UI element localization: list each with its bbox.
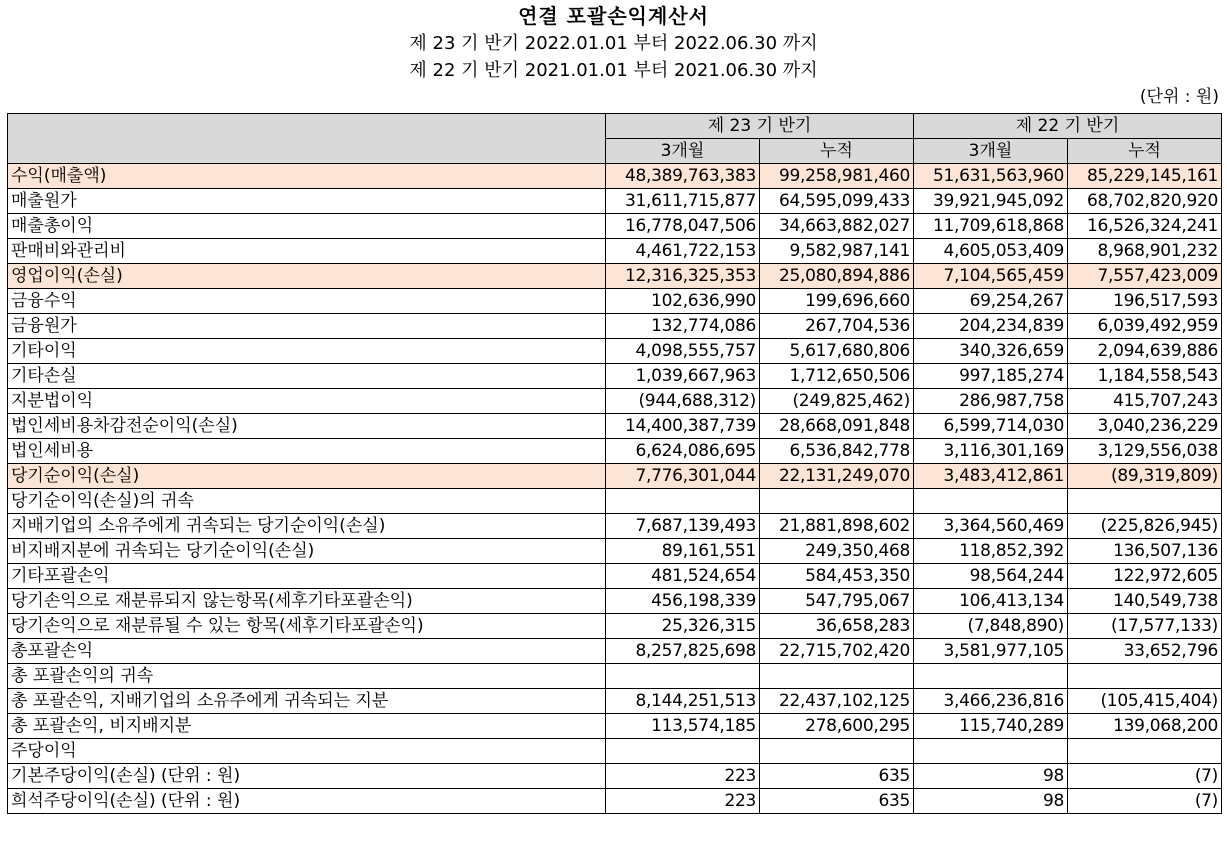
value-current-3m: 4,098,555,757 xyxy=(606,339,760,364)
value-prior-3m: 98 xyxy=(914,789,1068,814)
account-label: 기본주당이익(손실) (단위 : 원) xyxy=(8,764,606,789)
value-current-cumulative: 34,663,882,027 xyxy=(760,214,914,239)
account-label: 수익(매출액) xyxy=(8,164,606,189)
value-prior-cumulative: (89,319,809) xyxy=(1068,464,1222,489)
value-prior-3m: 3,466,236,816 xyxy=(914,689,1068,714)
value-current-3m: (944,688,312) xyxy=(606,389,760,414)
value-current-cumulative: (249,825,462) xyxy=(760,389,914,414)
value-prior-3m: 3,116,301,169 xyxy=(914,439,1068,464)
value-prior-3m: 39,921,945,092 xyxy=(914,189,1068,214)
value-current-3m: 4,461,722,153 xyxy=(606,239,760,264)
header-row-groups xyxy=(8,114,1222,139)
statement-title: 연결 포괄손익계산서 xyxy=(518,4,709,28)
value-current-cumulative xyxy=(760,664,914,689)
value-prior-cumulative: (17,577,133) xyxy=(1068,614,1222,639)
header-current-3m: 3개월 xyxy=(606,139,760,164)
value-current-cumulative: 64,595,099,433 xyxy=(760,189,914,214)
value-current-3m: 223 xyxy=(606,789,760,814)
value-prior-cumulative: 85,229,145,161 xyxy=(1068,164,1222,189)
value-current-cumulative: 99,258,981,460 xyxy=(760,164,914,189)
table-row xyxy=(8,364,1222,389)
value-prior-3m: 6,599,714,030 xyxy=(914,414,1068,439)
value-prior-3m: 69,254,267 xyxy=(914,289,1068,314)
account-label: 법인세비용 xyxy=(8,439,606,464)
account-label: 기타포괄손익 xyxy=(8,564,606,589)
table-row xyxy=(8,614,1222,639)
value-current-cumulative: 9,582,987,141 xyxy=(760,239,914,264)
value-prior-cumulative: 415,707,243 xyxy=(1068,389,1222,414)
value-current-cumulative: 36,658,283 xyxy=(760,614,914,639)
value-prior-cumulative: 2,094,639,886 xyxy=(1068,339,1222,364)
table-row xyxy=(8,739,1222,764)
value-prior-3m: 51,631,563,960 xyxy=(914,164,1068,189)
value-prior-3m: 106,413,134 xyxy=(914,589,1068,614)
account-label: 총포괄손익 xyxy=(8,639,606,664)
value-prior-cumulative xyxy=(1068,739,1222,764)
value-prior-cumulative: (7) xyxy=(1068,789,1222,814)
table-row xyxy=(8,764,1222,789)
value-prior-cumulative: (225,826,945) xyxy=(1068,514,1222,539)
value-current-3m: 456,198,339 xyxy=(606,589,760,614)
account-label: 주당이익 xyxy=(8,739,606,764)
income-statement-table xyxy=(7,113,1222,814)
value-current-3m: 14,400,387,739 xyxy=(606,414,760,439)
table-row xyxy=(8,789,1222,814)
unit-label: (단위 : 원) xyxy=(1139,87,1219,107)
value-prior-cumulative xyxy=(1068,489,1222,514)
account-label: 지배기업의 소유주에게 귀속되는 당기순이익(손실) xyxy=(8,514,606,539)
table-row xyxy=(8,664,1222,689)
account-label: 총 포괄손익, 지배기업의 소유주에게 귀속되는 지분 xyxy=(8,689,606,714)
value-current-3m xyxy=(606,739,760,764)
value-prior-cumulative: (7) xyxy=(1068,764,1222,789)
value-prior-3m: 340,326,659 xyxy=(914,339,1068,364)
value-prior-cumulative: 3,129,556,038 xyxy=(1068,439,1222,464)
value-prior-cumulative: 33,652,796 xyxy=(1068,639,1222,664)
value-current-3m: 132,774,086 xyxy=(606,314,760,339)
account-label: 당기순이익(손실)의 귀속 xyxy=(8,489,606,514)
table-row xyxy=(8,564,1222,589)
account-label: 총 포괄손익, 비지배지분 xyxy=(8,714,606,739)
account-label: 법인세비용차감전순이익(손실) xyxy=(8,414,606,439)
table-row xyxy=(8,164,1222,189)
table-row xyxy=(8,239,1222,264)
value-current-3m: 31,611,715,877 xyxy=(606,189,760,214)
value-current-3m: 113,574,185 xyxy=(606,714,760,739)
table-row xyxy=(8,289,1222,314)
account-label: 매출원가 xyxy=(8,189,606,214)
value-prior-3m: 3,483,412,861 xyxy=(914,464,1068,489)
statement-header xyxy=(0,0,1227,110)
value-current-3m xyxy=(606,664,760,689)
account-label: 희석주당이익(손실) (단위 : 원) xyxy=(8,789,606,814)
table-row xyxy=(8,489,1222,514)
value-prior-3m: 98,564,244 xyxy=(914,564,1068,589)
value-prior-cumulative: 136,507,136 xyxy=(1068,539,1222,564)
value-current-cumulative: 22,131,249,070 xyxy=(760,464,914,489)
account-label: 당기순이익(손실) xyxy=(8,464,606,489)
table-row xyxy=(8,714,1222,739)
value-prior-cumulative: 3,040,236,229 xyxy=(1068,414,1222,439)
table-row xyxy=(8,539,1222,564)
value-current-3m: 1,039,667,963 xyxy=(606,364,760,389)
value-current-cumulative: 249,350,468 xyxy=(760,539,914,564)
account-label: 지분법이익 xyxy=(8,389,606,414)
value-current-3m: 25,326,315 xyxy=(606,614,760,639)
value-prior-3m: 3,364,560,469 xyxy=(914,514,1068,539)
value-prior-3m: (7,848,890) xyxy=(914,614,1068,639)
value-prior-3m: 7,104,565,459 xyxy=(914,264,1068,289)
value-prior-cumulative: 139,068,200 xyxy=(1068,714,1222,739)
value-current-cumulative: 21,881,898,602 xyxy=(760,514,914,539)
value-current-3m: 8,144,251,513 xyxy=(606,689,760,714)
value-current-cumulative: 635 xyxy=(760,764,914,789)
table-row xyxy=(8,514,1222,539)
account-label: 기타손실 xyxy=(8,364,606,389)
value-prior-cumulative: 1,184,558,543 xyxy=(1068,364,1222,389)
value-current-cumulative xyxy=(760,739,914,764)
value-prior-3m xyxy=(914,664,1068,689)
table-row xyxy=(8,439,1222,464)
value-prior-3m xyxy=(914,489,1068,514)
value-current-3m: 7,687,139,493 xyxy=(606,514,760,539)
table-row xyxy=(8,214,1222,239)
prior-period: 제 22 기 반기 2021.01.01 부터 2021.06.30 까지 xyxy=(409,60,818,81)
value-current-cumulative: 547,795,067 xyxy=(760,589,914,614)
account-label: 판매비와관리비 xyxy=(8,239,606,264)
value-prior-3m: 3,581,977,105 xyxy=(914,639,1068,664)
value-current-cumulative: 6,536,842,778 xyxy=(760,439,914,464)
table-row xyxy=(8,639,1222,664)
account-label: 금융수익 xyxy=(8,289,606,314)
value-prior-3m: 997,185,274 xyxy=(914,364,1068,389)
value-prior-cumulative: 8,968,901,232 xyxy=(1068,239,1222,264)
value-current-3m: 6,624,086,695 xyxy=(606,439,760,464)
value-current-cumulative xyxy=(760,489,914,514)
value-prior-cumulative: 122,972,605 xyxy=(1068,564,1222,589)
table-row xyxy=(8,689,1222,714)
value-current-cumulative: 278,600,295 xyxy=(760,714,914,739)
value-prior-3m: 11,709,618,868 xyxy=(914,214,1068,239)
value-prior-cumulative: 140,549,738 xyxy=(1068,589,1222,614)
value-current-cumulative: 22,715,702,420 xyxy=(760,639,914,664)
account-label: 영업이익(손실) xyxy=(8,264,606,289)
table-row xyxy=(8,264,1222,289)
value-prior-cumulative: 16,526,324,241 xyxy=(1068,214,1222,239)
value-current-cumulative: 1,712,650,506 xyxy=(760,364,914,389)
account-label: 총 포괄손익의 귀속 xyxy=(8,664,606,689)
value-current-3m: 89,161,551 xyxy=(606,539,760,564)
account-label: 당기손익으로 재분류되지 않는항목(세후기타포괄손익) xyxy=(8,589,606,614)
value-current-3m xyxy=(606,489,760,514)
value-prior-3m: 4,605,053,409 xyxy=(914,239,1068,264)
header-current-period: 제 23 기 반기 xyxy=(606,114,914,139)
value-current-cumulative: 5,617,680,806 xyxy=(760,339,914,364)
account-label: 당기손익으로 재분류될 수 있는 항목(세후기타포괄손익) xyxy=(8,614,606,639)
value-current-cumulative: 635 xyxy=(760,789,914,814)
account-label: 금융원가 xyxy=(8,314,606,339)
value-current-cumulative: 584,453,350 xyxy=(760,564,914,589)
header-account-cell xyxy=(8,114,606,164)
statement-body xyxy=(8,164,1222,814)
current-period: 제 23 기 반기 2022.01.01 부터 2022.06.30 까지 xyxy=(409,33,818,54)
value-prior-3m xyxy=(914,739,1068,764)
value-current-3m: 48,389,763,383 xyxy=(606,164,760,189)
value-prior-cumulative: 6,039,492,959 xyxy=(1068,314,1222,339)
value-prior-cumulative: (105,415,404) xyxy=(1068,689,1222,714)
value-current-3m: 8,257,825,698 xyxy=(606,639,760,664)
value-prior-3m: 204,234,839 xyxy=(914,314,1068,339)
value-prior-cumulative xyxy=(1068,664,1222,689)
value-current-cumulative: 199,696,660 xyxy=(760,289,914,314)
value-current-cumulative: 22,437,102,125 xyxy=(760,689,914,714)
value-prior-3m: 118,852,392 xyxy=(914,539,1068,564)
value-current-cumulative: 25,080,894,886 xyxy=(760,264,914,289)
value-current-3m: 12,316,325,353 xyxy=(606,264,760,289)
table-row xyxy=(8,389,1222,414)
value-current-cumulative: 28,668,091,848 xyxy=(760,414,914,439)
value-current-3m: 481,524,654 xyxy=(606,564,760,589)
value-prior-3m: 286,987,758 xyxy=(914,389,1068,414)
table-row xyxy=(8,339,1222,364)
value-prior-cumulative: 68,702,820,920 xyxy=(1068,189,1222,214)
value-current-cumulative: 267,704,536 xyxy=(760,314,914,339)
table-row xyxy=(8,314,1222,339)
value-current-3m: 223 xyxy=(606,764,760,789)
header-prior-cumulative: 누적 xyxy=(1068,139,1222,164)
table-row xyxy=(8,414,1222,439)
header-current-cumulative: 누적 xyxy=(760,139,914,164)
account-label: 기타이익 xyxy=(8,339,606,364)
header-prior-period: 제 22 기 반기 xyxy=(914,114,1222,139)
value-prior-3m: 98 xyxy=(914,764,1068,789)
table-row xyxy=(8,189,1222,214)
account-label: 매출총이익 xyxy=(8,214,606,239)
value-prior-cumulative: 196,517,593 xyxy=(1068,289,1222,314)
account-label: 비지배지분에 귀속되는 당기순이익(손실) xyxy=(8,539,606,564)
value-current-3m: 7,776,301,044 xyxy=(606,464,760,489)
table-row xyxy=(8,589,1222,614)
header-prior-3m: 3개월 xyxy=(914,139,1068,164)
value-prior-cumulative: 7,557,423,009 xyxy=(1068,264,1222,289)
value-current-3m: 16,778,047,506 xyxy=(606,214,760,239)
table-row xyxy=(8,464,1222,489)
value-prior-3m: 115,740,289 xyxy=(914,714,1068,739)
value-current-3m: 102,636,990 xyxy=(606,289,760,314)
